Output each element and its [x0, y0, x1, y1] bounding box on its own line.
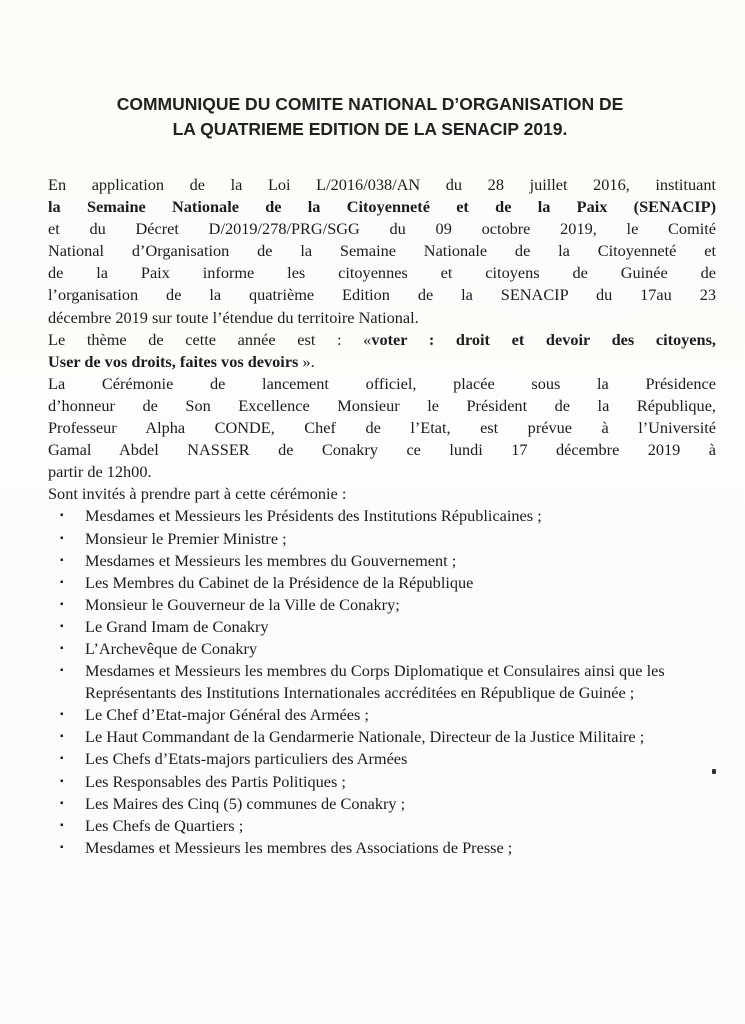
invite-item: ▪ Les Chefs d’Etats-majors particuliers des Armées — [48, 748, 716, 770]
title-line-1: COMMUNIQUE DU COMITE NATIONAL D’ORGANISATION DE — [116, 94, 624, 114]
intro-line: En application de la Loi L/2016/038/AN du 28 juillet 2016, instituant — [48, 175, 716, 194]
title-line-2: LA QUATRIEME EDITION DE LA SENACIP 2019. — [172, 119, 568, 139]
ceremony-line: partir de 12h00. — [48, 462, 152, 482]
invite-item: ▪ Les Maires des Cinq (5) communes de Conakry ; — [48, 793, 716, 815]
communique-body — [48, 174, 716, 859]
invite-item: ▪ Le Haut Commandant de la Gendarmerie Nationale, Directeur de la Justice Militaire ; — [48, 726, 716, 748]
theme-bold-1: voter : droit et devoir des citoyens, — [371, 329, 716, 349]
intro-line: et du Décret D/2019/278/PRG/SGG du 09 octobre 2019, le Comité — [48, 219, 716, 239]
invite-item: ▪ Mesdames et Messieurs les membres du Gouvernement ; — [48, 550, 716, 572]
invite-item: ▪ Mesdames et Messieurs les Présidents des Institutions Républicaines ; — [48, 505, 716, 527]
invite-item: ▪ L’Archevêque de Conakry — [48, 638, 716, 660]
ceremony-line: d’honneur de Son Excellence Monsieur le Président de la République, — [48, 395, 716, 415]
ceremony-paragraph — [48, 373, 716, 483]
intro-line: décembre 2019 sur toute l’étendue du territoire National. — [48, 307, 419, 327]
theme-line-2 — [48, 351, 716, 373]
ceremony-line: La Cérémonie de lancement officiel, placée sous la Présidence — [48, 373, 716, 393]
ceremony-line: Gamal Abdel NASSER de Conakry ce lundi 17 décembre 2019 à — [48, 440, 716, 460]
invite-item: ▪ Monsieur le Gouverneur de la Ville de Conakry; — [48, 594, 716, 616]
invite-item: ▪ Mesdames et Messieurs les membres des Associations de Presse ; — [48, 837, 716, 859]
invite-item: ▪ Le Chef d’Etat-major Général des Armées ; — [48, 704, 716, 726]
communique-title — [40, 92, 700, 142]
theme-paragraph — [48, 329, 716, 373]
invites-intro: Sont invités à prendre part à cette cérémonie : — [48, 484, 347, 504]
theme-line-1 — [48, 329, 716, 351]
theme-bold-2: User de vos droits, faites vos devoirs — [48, 351, 299, 371]
intro-line: l’organisation de la quatrième Edition de la SENACIP du 17au 23 — [48, 285, 716, 305]
invite-item: ▪ Mesdames et Messieurs les membres du Corps Diplomatique et Consulaires ainsi que les Représentants des Institutions Internationales accréditées en République de Guinée ; — [48, 660, 716, 704]
theme-suffix: ». — [298, 351, 315, 371]
ceremony-line: Professeur Alpha CONDE, Chef de l’Etat, est prévue à l’Université — [48, 418, 716, 438]
invite-item: ▪ Le Grand Imam de Conakry — [48, 616, 716, 638]
invite-item: ▪ Les Responsables des Partis Politiques ; — [48, 771, 716, 793]
invite-item: ▪ Les Chefs de Quartiers ; — [48, 815, 716, 837]
scan-speck — [712, 769, 716, 774]
intro-paragraph — [48, 174, 716, 329]
invites-list — [48, 505, 716, 859]
theme-prefix: Le thème de cette année est : « — [48, 329, 372, 349]
invite-item: ▪ Les Membres du Cabinet de la Présidence de la République — [48, 572, 716, 594]
intro-line-bold: la Semaine Nationale de la Citoyenneté et de la Paix (SENACIP) — [48, 197, 716, 217]
intro-line: de la Paix informe les citoyennes et citoyens de Guinée de — [48, 263, 716, 283]
intro-line: National d’Organisation de la Semaine Nationale de la Citoyenneté et — [48, 241, 716, 261]
invite-item: ▪ Monsieur le Premier Ministre ; — [48, 528, 716, 550]
